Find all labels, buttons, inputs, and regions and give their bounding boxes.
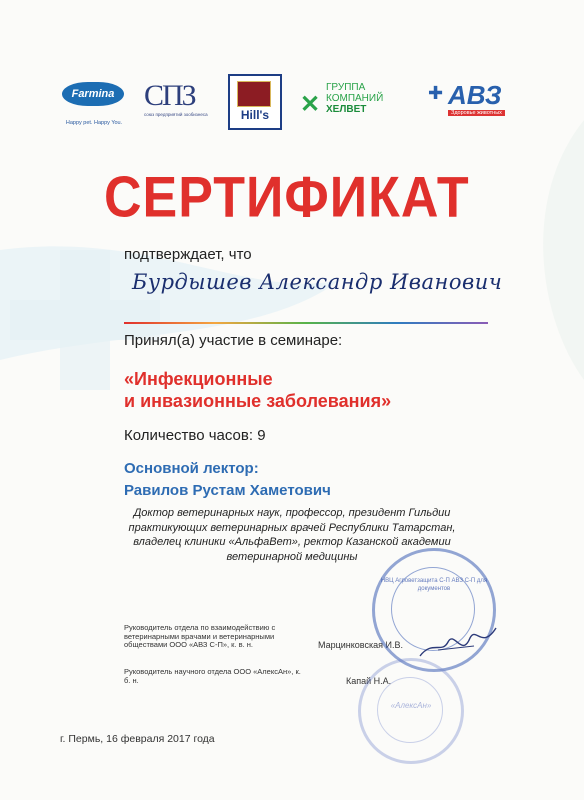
medical-cross-icon: ✚ [428, 83, 444, 103]
lecturer-heading: Основной лектор: [124, 460, 259, 477]
official-stamp-2 [358, 658, 464, 764]
hills-logo-emblem [237, 81, 271, 107]
avz-logo-subtitle: Здоровье животных [448, 110, 505, 116]
farmina-logo [58, 72, 130, 132]
hours-count: Количество часов: 9 [124, 427, 266, 444]
spz-logo-mark: СПЗ [144, 79, 195, 112]
lecturer-name: Равилов Рустам Хаметович [124, 482, 331, 499]
stamp-2-inner-ring [377, 677, 443, 743]
name-underline [124, 322, 488, 324]
stamp-2-text: «АлексАн» [390, 701, 432, 710]
helvet-logo [296, 80, 426, 120]
confirm-text: подтверждает, что [124, 246, 252, 263]
farmina-tagline: Happy pet. Happy You. [65, 120, 123, 126]
helvet-line-2: КОМПАНИЙ [326, 93, 384, 104]
hills-logo-text: Hill's [240, 108, 270, 122]
signatory-1-name: Марцинковская И.В. [318, 640, 403, 650]
signatory-1-title: Руководитель отдела по взаимодействию с ветеринарными врачами и ветеринарными обществами ООО «АВЗ С-П», к. в. н. [124, 623, 276, 649]
helvet-logo-text [326, 82, 383, 115]
partner-logos-row [58, 72, 528, 132]
stamp-1-text: НВЦ Агроветзащита С-П АВЗ С-П для документов [380, 578, 488, 592]
hills-logo [228, 74, 282, 130]
seminar-title-line-2: и инвазионные заболевания» [124, 391, 392, 411]
seminar-title-line-1: «Инфекционные [124, 369, 273, 389]
signatory-2-title: Руководитель научного отдела ООО «АлексАн», к. б. н. [124, 667, 301, 685]
farmina-logo-mark: Farmina [62, 82, 124, 106]
helvet-x-icon: ✕ [300, 91, 321, 118]
certificate-title: СЕРТИФИКАТ [104, 166, 470, 230]
spz-logo [144, 80, 218, 120]
lecturer-description: Доктор ветеринарных наук, профессор, президент Гильдии практикующих ветеринарных врачей Республики Татарстан, владелец клиники «АльфаВет», ректор Казанской академии ветеринарной медицины [128, 507, 456, 563]
avz-logo [430, 80, 528, 120]
seminar-title [124, 368, 391, 412]
signatory-2-name: Капай Н.А. [346, 676, 392, 686]
handwritten-signature [418, 620, 498, 664]
spz-logo-subtitle: союз предприятий зообизнеса [144, 112, 208, 117]
avz-logo-mark: АВЗ [448, 80, 502, 110]
participation-text: Принял(а) участие в семинаре: [124, 332, 343, 349]
helvet-line-1: ГРУППА [326, 82, 366, 93]
helvet-line-3: ХЕЛВЕТ [326, 104, 367, 115]
place-and-date: г. Пермь, 16 февраля 2017 года [60, 733, 215, 745]
recipient-name: Бурдышев Александр Иванович [132, 270, 503, 294]
